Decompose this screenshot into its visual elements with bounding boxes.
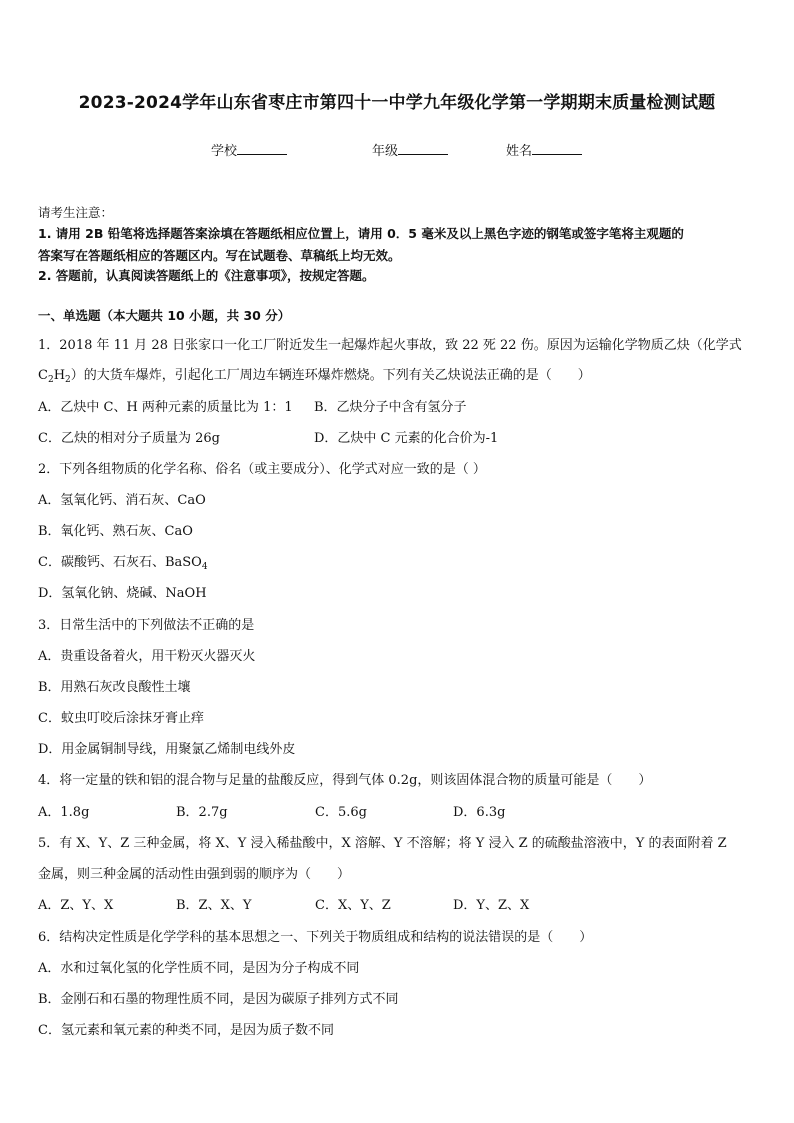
- question-4: 4．将一定量的铁和铝的混合物与足量的盐酸反应，得到气体 0.2g，则该固体混合物的质量可能是（ ）: [38, 773, 652, 788]
- q2-option-c-text: C．碳酸钙、石灰石、BaSO: [38, 555, 202, 570]
- q1-option-a[interactable]: A．乙炔中 C、H 两种元素的质量比为 1：1: [38, 400, 293, 415]
- formula-sub: 2: [47, 375, 54, 385]
- q5-option-a[interactable]: A．Z、Y、X: [38, 898, 114, 913]
- question-5: 5．有 X、Y、Z 三种金属，将 X、Y 浸入稀盐酸中，X 溶解、Y 不溶解；将 Y 浸入 Z 的硫酸盐溶液中，Y 的表面附着 Z: [38, 836, 727, 851]
- q2-option-d[interactable]: D．氢氧化钠、烧碱、NaOH: [38, 586, 207, 601]
- q6-option-a[interactable]: A．水和过氧化氢的化学性质不同，是因为分子构成不同: [38, 961, 360, 976]
- q3-option-d[interactable]: D．用金属铜制导线，用聚氯乙烯制电线外皮: [38, 742, 296, 757]
- grade-field[interactable]: [372, 140, 448, 159]
- question-1: 1．2018 年 11 月 28 日张家口一化工厂附近发生一起爆炸起火事故，致 22 死 22 伤。原因为运输化学物质乙炔（化学式: [38, 338, 742, 353]
- q2-option-c[interactable]: [38, 551, 208, 572]
- question-5-cont: 金属，则三种金属的活动性由强到弱的顺序为（ ）: [38, 867, 351, 882]
- q5-option-d[interactable]: D．Y、Z、X: [453, 898, 530, 913]
- q6-option-b[interactable]: B．金刚石和石墨的物理性质不同，是因为碳原子排列方式不同: [38, 992, 399, 1007]
- q5-option-b[interactable]: B．Z、X、Y: [176, 898, 252, 913]
- name-blank[interactable]: [532, 142, 582, 155]
- q3-option-b[interactable]: B．用熟石灰改良酸性土壤: [38, 680, 191, 695]
- question-6: 6．结构决定性质是化学学科的基本思想之一、下列关于物质组成和结构的说法错误的是（ ）: [38, 930, 593, 945]
- q4-option-d[interactable]: D．6.3g: [453, 805, 506, 820]
- q2-option-a[interactable]: A．氢氧化钙、消石灰、CaO: [38, 493, 206, 508]
- notice-item-2: 2. 答题前，认真阅读答题纸上的《注意事项》，按规定答题。: [38, 268, 375, 283]
- question-1-rest: ）的大货车爆炸，引起化工厂周边车辆连环爆炸燃烧。下列有关乙炔说法正确的是（ ）: [70, 368, 591, 383]
- school-field[interactable]: [211, 140, 287, 159]
- q5-option-c[interactable]: C．X、Y、Z: [315, 898, 391, 913]
- q3-option-c[interactable]: C．蚊虫叮咬后涂抹牙膏止痒: [38, 711, 204, 726]
- name-label: 姓名: [506, 144, 533, 159]
- page-title: 2023-2024学年山东省枣庄市第四十一中学九年级化学第一学期期末质量检测试题: [78, 93, 716, 113]
- q6-option-c[interactable]: C．氢元素和氧元素的种类不同，是因为质子数不同: [38, 1023, 334, 1038]
- q4-option-b[interactable]: B．2.7g: [176, 805, 228, 820]
- school-label: 学校: [211, 144, 238, 159]
- q1-option-d[interactable]: D．乙炔中 C 元素的化合价为-1: [314, 431, 499, 446]
- q2-option-b[interactable]: B．氧化钙、熟石灰、CaO: [38, 524, 193, 539]
- notice-item-1-cont: 答案写在答题纸相应的答题区内。写在试题卷、草稿纸上均无效。: [38, 248, 401, 263]
- q1-option-b[interactable]: B．乙炔分子中含有氢分子: [314, 400, 467, 415]
- formula-sub: 4: [201, 562, 208, 572]
- section-heading: 一、单选题（本大题共 10 小题，共 30 分）: [38, 308, 291, 323]
- notice-item-1: 1. 请用 2B 铅笔将选择题答案涂填在答题纸相应位置上，请用 0．5 毫米及以上黑色字迹的钢笔或签字笔将主观题的: [38, 226, 684, 241]
- student-info-fields: [0, 140, 794, 160]
- notice-heading: 请考生注意：: [38, 205, 114, 220]
- q3-option-a[interactable]: A．贵重设备着火，用干粉灭火器灭火: [38, 649, 256, 664]
- q4-option-c[interactable]: C．5.6g: [315, 805, 367, 820]
- formula-h: H: [53, 368, 66, 383]
- formula-sub: 2: [65, 375, 71, 385]
- name-field[interactable]: [506, 140, 582, 159]
- question-1-cont: [38, 364, 591, 385]
- question-2: 2．下列各组物质的化学名称、俗名（或主要成分）、化学式对应一致的是（ ）: [38, 462, 486, 477]
- q4-option-a[interactable]: A．1.8g: [38, 805, 90, 820]
- formula-c: C: [38, 368, 48, 383]
- grade-blank[interactable]: [398, 142, 448, 155]
- question-3: 3．日常生活中的下列做法不正确的是: [38, 618, 255, 633]
- grade-label: 年级: [372, 144, 399, 159]
- q1-option-c[interactable]: C．乙炔的相对分子质量为 26g: [38, 431, 220, 446]
- school-blank[interactable]: [237, 142, 287, 155]
